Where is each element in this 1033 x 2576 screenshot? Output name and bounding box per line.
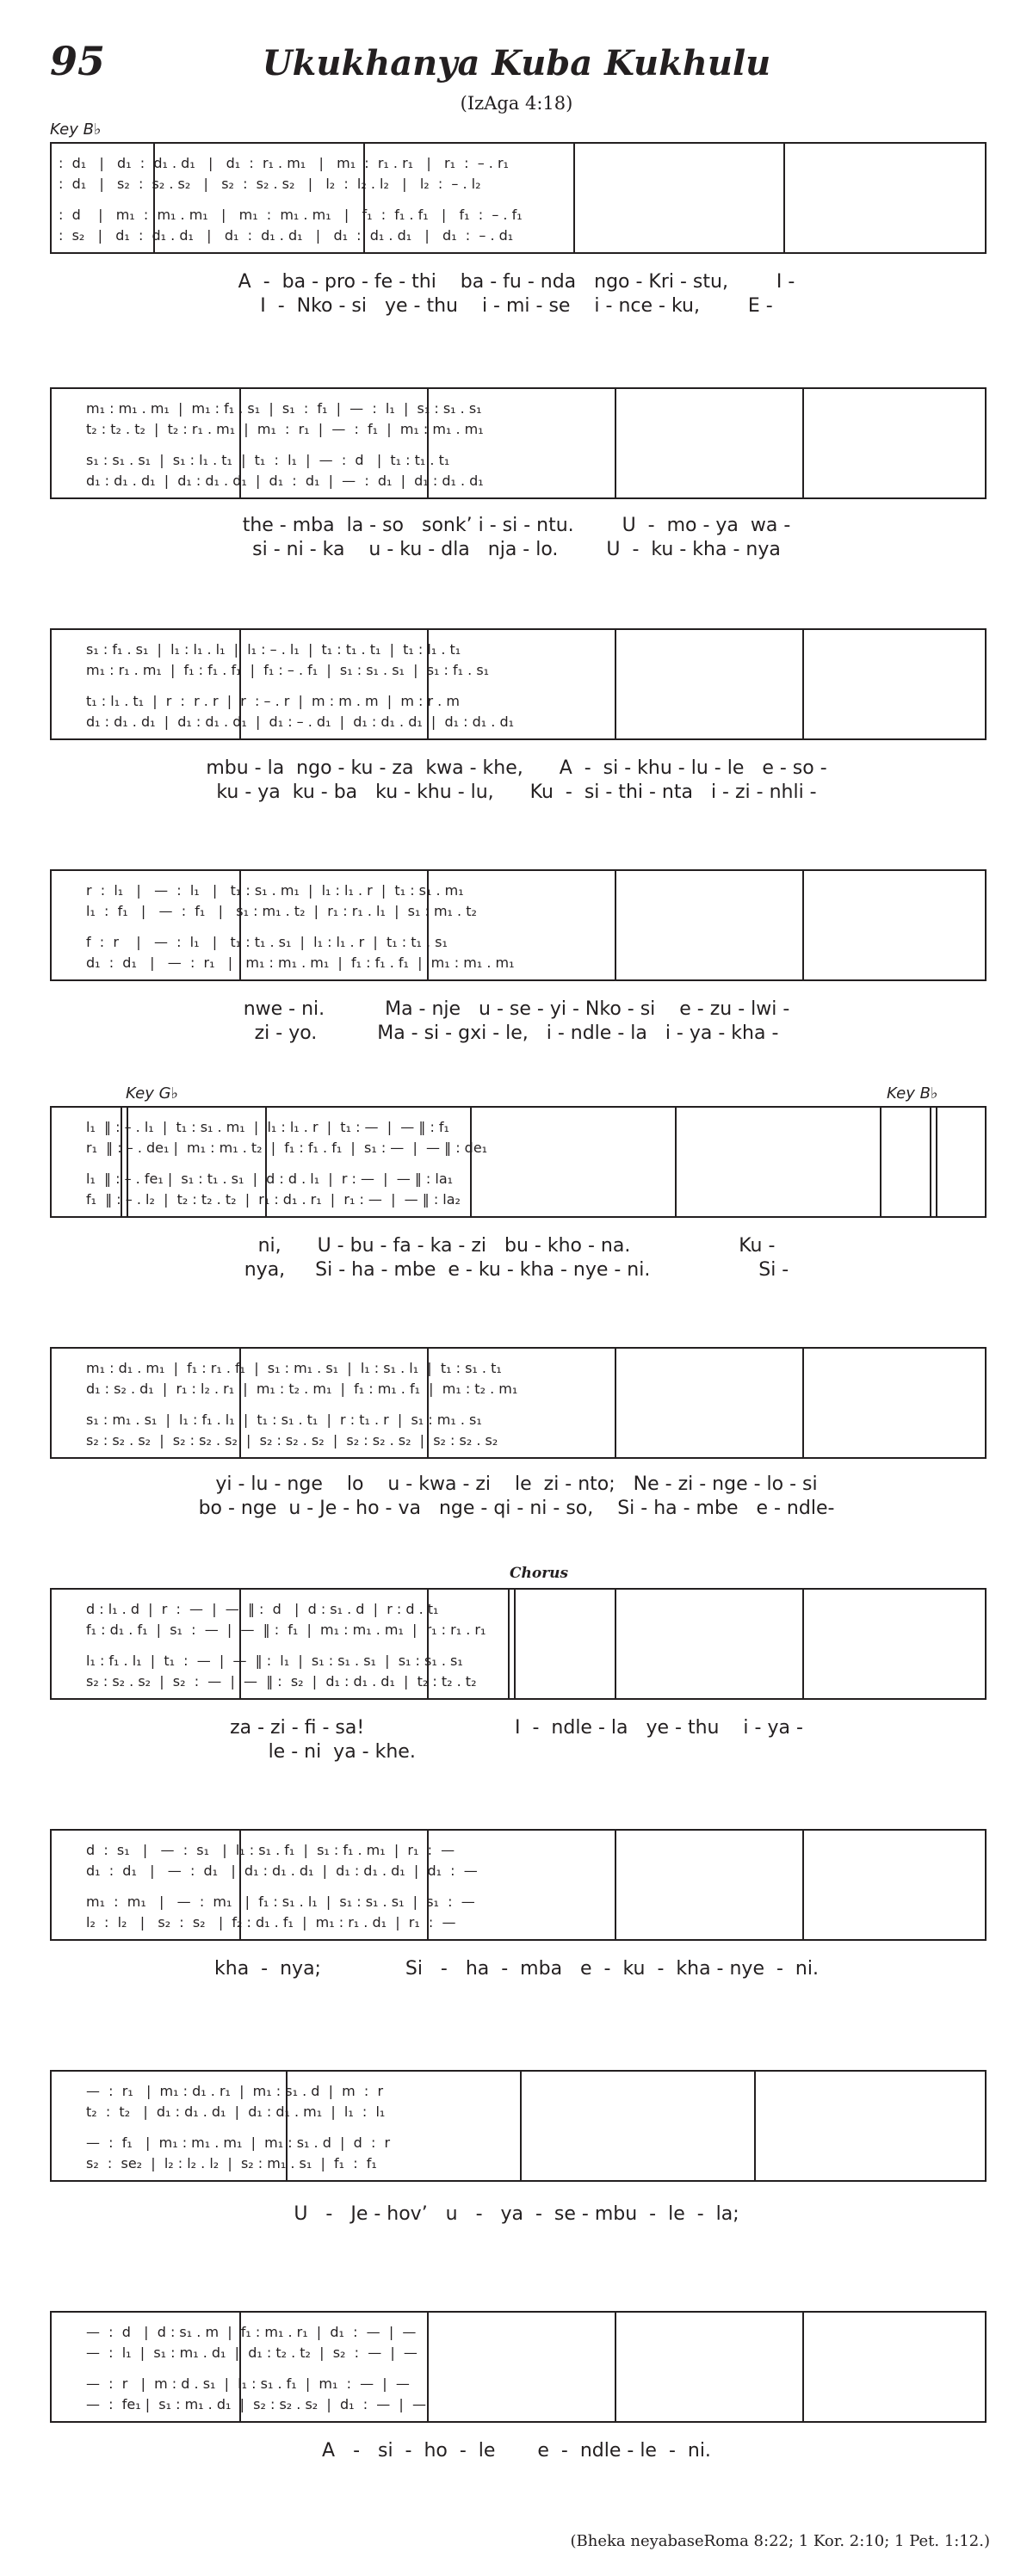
song-title: Ukukhanya Kuba Kukhulu <box>262 43 771 83</box>
music-system <box>50 1588 987 1700</box>
lyric-line: U - Je - hov’ u - ya - se - mbu - le - la; <box>294 2203 739 2225</box>
lyric-line: si - ni - ka u - ku - dla nja - lo. U - ku - kha - nya <box>252 539 781 560</box>
music-system <box>50 2070 987 2182</box>
bass-part: l₂ : l₂ | s₂ : s₂ | f₂ : d₁ . f₁ | m₁ : r₁ . d₁ | r₁ : — <box>86 1914 456 1930</box>
tenor-part: t₁ : l₁ . t₁ | r : r . r | r : – . r | m : m . m | m : r . m <box>86 693 460 709</box>
scripture-reference: (IzAga 4:18) <box>460 93 573 114</box>
alto-part: d₁ : s₂ . d₁ | r₁ : l₂ . r₁ | m₁ : t₂ . m₁ | f₁ : m₁ . f₁ | m₁ : t₂ . m₁ <box>86 1381 518 1397</box>
alto-part: r₁ ‖ : – . de₁ | m₁ : m₁ . t₂ | f₁ : f₁ . f₁ | s₁ : — | — ‖ : de₁ <box>86 1140 488 1156</box>
music-system <box>50 1106 987 1218</box>
soprano-part: : d₁ | d₁ : d₁ . d₁ | d₁ : r₁ . m₁ | m₁ : r₁ . r₁ | r₁ : – . r₁ <box>59 155 509 171</box>
soprano-part: s₁ : f₁ . s₁ | l₁ : l₁ . l₁ | l₁ : – . l₁ | t₁ : t₁ . t₁ | t₁ : l₁ . t₁ <box>86 641 461 658</box>
music-system <box>50 628 987 740</box>
alto-part: d₁ : d₁ | — : d₁ | d₁ : d₁ . d₁ | d₁ : d₁ . d₁ | d₁ : — <box>86 1863 478 1879</box>
lyric-line: za - zi - fi - sa! I - ndle - la ye - thu i - ya - <box>230 1717 803 1739</box>
lyric-line: I - Nko - si ye - thu i - mi - se i - nce - ku, E - <box>260 295 773 317</box>
bass-part: d₁ : d₁ | — : r₁ | m₁ : m₁ . m₁ | f₁ : f₁ . f₁ | m₁ : m₁ . m₁ <box>86 954 515 971</box>
alto-part: : d₁ | s₂ : s₂ . s₂ | s₂ : s₂ . s₂ | l₂ : l₂ . l₂ | l₂ : – . l₂ <box>59 176 481 192</box>
tenor-part: f : r | — : l₁ | t₁ : t₁ . s₁ | l₁ : l₁ . r | t₁ : t₁ . s₁ <box>86 934 448 950</box>
music-system <box>50 2311 987 2423</box>
soprano-part: r : l₁ | — : l₁ | t₁ : s₁ . m₁ | l₁ : l₁ . r | t₁ : s₁ . m₁ <box>86 882 464 899</box>
key-label: Key B♭ <box>50 120 102 139</box>
bass-part: — : fe₁ | s₁ : m₁ . d₁ | s₂ : s₂ . s₂ | d₁ : — | — <box>86 2396 426 2412</box>
alto-part: t₂ : t₂ | d₁ : d₁ . d₁ | d₁ : d₁ . m₁ | l₁ : l₁ <box>86 2103 386 2120</box>
bass-part: s₂ : se₂ | l₂ : l₂ . l₂ | s₂ : m₁ . s₁ | f₁ : f₁ <box>86 2155 377 2171</box>
tenor-part: l₁ : f₁ . l₁ | t₁ : — | — ‖ : l₁ | s₁ : s₁ . s₁ | s₁ : s₁ . s₁ <box>86 1652 463 1669</box>
soprano-part: d : l₁ . d | r : — | — ‖ : d | d : s₁ . d | r : d . t₁ <box>86 1601 439 1617</box>
bass-part: d₁ : d₁ . d₁ | d₁ : d₁ . d₁ | d₁ : – . d₁ | d₁ : d₁ . d₁ | d₁ : d₁ . d₁ <box>86 713 515 730</box>
tenor-part: l₁ ‖ : – . fe₁ | s₁ : t₁ . s₁ | d : d . l₁ | r : — | — ‖ : la₁ <box>86 1171 454 1187</box>
lyric-line: ku - ya ku - ba ku - khu - lu, Ku - si - thi - nta i - zi - nhli - <box>216 781 817 803</box>
scripture-footnote: (Bheka neyabaseRoma 8:22; 1 Kor. 2:10; 1 Pet. 1:12.) <box>570 2532 990 2550</box>
bass-part: d₁ : d₁ . d₁ | d₁ : d₁ . d₁ | d₁ : d₁ | — : d₁ | d₁ : d₁ . d₁ <box>86 473 484 489</box>
tenor-part: m₁ : m₁ | — : m₁ | f₁ : s₁ . l₁ | s₁ : s₁ . s₁ | s₁ : — <box>86 1893 475 1910</box>
song-number: 95 <box>50 38 106 84</box>
tenor-part: — : f₁ | m₁ : m₁ . m₁ | m₁ : s₁ . d | d : r <box>86 2134 391 2151</box>
alto-part: l₁ : f₁ | — : f₁ | s₁ : m₁ . t₂ | r₁ : r₁ . l₁ | s₁ : m₁ . t₂ <box>86 903 477 919</box>
key-label: Key B♭ <box>887 1084 938 1103</box>
lyric-line: A - si - ho - le e - ndle - le - ni. <box>322 2440 711 2462</box>
lyric-line: nwe - ni. Ma - nje u - se - yi - Nko - si e - zu - lwi - <box>243 998 790 1020</box>
alto-part: m₁ : r₁ . m₁ | f₁ : f₁ . f₁ | f₁ : – . f₁ | s₁ : s₁ . s₁ | s₁ : f₁ . s₁ <box>86 662 490 678</box>
music-system <box>50 869 987 981</box>
bass-part: : s₂ | d₁ : d₁ . d₁ | d₁ : d₁ . d₁ | d₁ : d₁ . d₁ | d₁ : – . d₁ <box>59 227 514 244</box>
soprano-part: m₁ : m₁ . m₁ | m₁ : f₁ . s₁ | s₁ : f₁ | — : l₁ | s₁ : s₁ . s₁ <box>86 400 482 417</box>
alto-part: t₂ : t₂ . t₂ | t₂ : r₁ . m₁ | m₁ : r₁ | — : f₁ | m₁ : m₁ . m₁ <box>86 421 484 437</box>
lyric-line: A - ba - pro - fe - thi ba - fu - nda ngo - Kri - stu, I - <box>238 271 795 293</box>
lyric-line: bo - nge u - Je - ho - va nge - qi - ni - so, Si - ha - mbe e - ndle- <box>198 1498 835 1519</box>
bass-part: f₁ ‖ : – . l₂ | t₂ : t₂ . t₂ | r₁ : d₁ . r₁ | r₁ : — | — ‖ : la₂ <box>86 1191 461 1208</box>
tenor-part: — : r | m : d . s₁ | l₁ : s₁ . f₁ | m₁ : — | — <box>86 2375 410 2392</box>
lyric-line: zi - yo. Ma - si - gxi - le, i - ndle - la i - ya - kha - <box>254 1022 779 1044</box>
lyric-line: mbu - la ngo - ku - za kwa - khe, A - si - khu - lu - le e - so - <box>206 757 827 779</box>
bass-part: s₂ : s₂ . s₂ | s₂ : — | — ‖ : s₂ | d₁ : d₁ . d₁ | t₂ : t₂ . t₂ <box>86 1673 477 1690</box>
lyric-line: kha - nya; Si - ha - mba e - ku - kha - nye - ni. <box>214 1958 819 1980</box>
lyric-line: yi - lu - nge lo u - kwa - zi le zi - nto; Ne - zi - nge - lo - si <box>215 1473 818 1495</box>
bass-part: s₂ : s₂ . s₂ | s₂ : s₂ . s₂ | s₂ : s₂ . s₂ | s₂ : s₂ . s₂ | s₂ : s₂ . s₂ <box>86 1432 498 1449</box>
lyric-line: the - mba la - so sonk’ i - si - ntu. U - mo - ya wa - <box>242 515 791 536</box>
soprano-part: — : r₁ | m₁ : d₁ . r₁ | m₁ : s₁ . d | m : r <box>86 2083 384 2099</box>
music-system <box>50 142 987 254</box>
tenor-part: s₁ : m₁ . s₁ | l₁ : f₁ . l₁ | t₁ : s₁ . t₁ | r : t₁ . r | s₁ : m₁ . s₁ <box>86 1412 482 1428</box>
lyric-line: le - ni ya - khe. <box>268 1741 765 1763</box>
music-system <box>50 1829 987 1941</box>
soprano-part: d : s₁ | — : s₁ | l₁ : s₁ . f₁ | s₁ : f₁ . m₁ | r₁ : — <box>86 1842 455 1858</box>
soprano-part: m₁ : d₁ . m₁ | f₁ : r₁ . f₁ | s₁ : m₁ . s₁ | l₁ : s₁ . l₁ | t₁ : s₁ . t₁ <box>86 1360 502 1376</box>
music-system <box>50 1347 987 1459</box>
alto-part: f₁ : d₁ . f₁ | s₁ : — | — ‖ : f₁ | m₁ : m₁ . m₁ | r₁ : r₁ . r₁ <box>86 1622 486 1638</box>
lyric-line: nya, Si - ha - mbe e - ku - kha - nye - ni. Si - <box>244 1259 789 1281</box>
soprano-part: l₁ ‖ : – . l₁ | t₁ : s₁ . m₁ | l₁ : l₁ . r | t₁ : — | — ‖ : f₁ <box>86 1119 449 1135</box>
key-label: Key G♭ <box>126 1084 179 1103</box>
tenor-part: s₁ : s₁ . s₁ | s₁ : l₁ . t₁ | t₁ : l₁ | — : d | t₁ : t₁ . t₁ <box>86 452 450 468</box>
music-system <box>50 387 987 499</box>
soprano-part: — : d | d : s₁ . m | f₁ : m₁ . r₁ | d₁ : — | — <box>86 2324 417 2340</box>
chorus-label: Chorus <box>510 1565 569 1582</box>
lyric-line: ni, U - bu - fa - ka - zi bu - kho - na. Ku - <box>257 1235 776 1257</box>
tenor-part: : d | m₁ : m₁ . m₁ | m₁ : m₁ . m₁ | f₁ : f₁ . f₁ | f₁ : – . f₁ <box>59 207 523 223</box>
alto-part: — : l₁ | s₁ : m₁ . d₁ | d₁ : t₂ . t₂ | s₂ : — | — <box>86 2344 418 2361</box>
